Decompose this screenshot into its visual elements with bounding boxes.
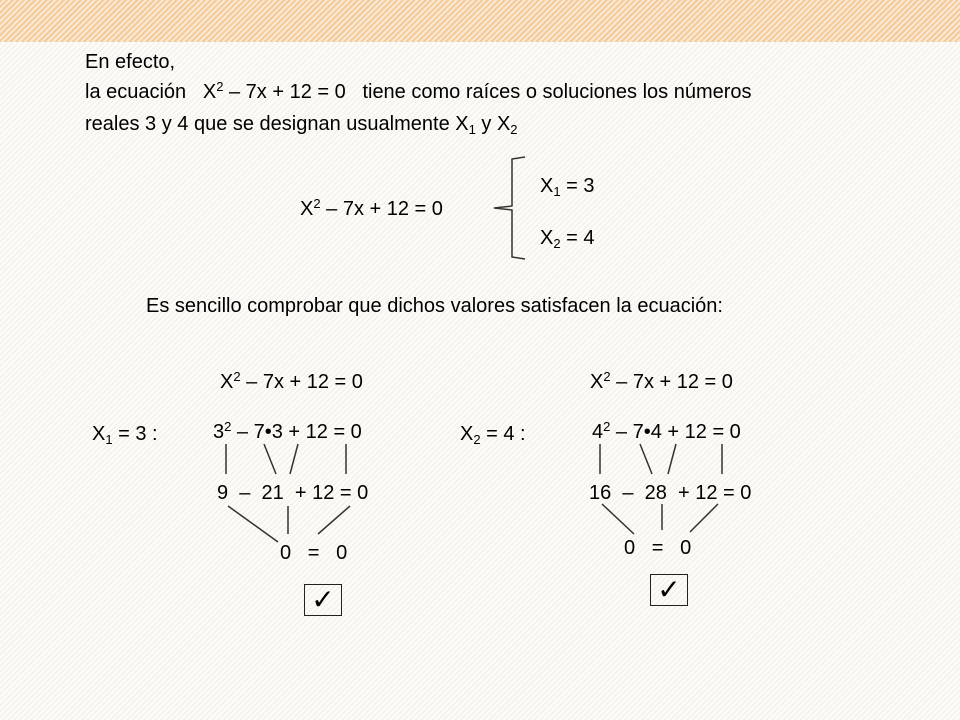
verify-2-step2: 16 – 28 + 12 = 0 (589, 482, 752, 504)
conjunction: y (481, 113, 492, 135)
connector-line (290, 444, 298, 474)
connector-line (690, 504, 718, 532)
connector-line (640, 444, 652, 474)
intro-text: En efecto, (85, 51, 176, 73)
connector-line (264, 444, 276, 474)
intro-text: reales 3 y 4 que se designan usualmente (85, 113, 450, 135)
connector-line (602, 504, 634, 534)
root-x1: $X_1 = 3$ (540, 175, 595, 199)
brace (494, 157, 525, 259)
verify-2-result: 0 = 0 (624, 537, 692, 559)
intro-text: tiene como raíces o soluciones los números (362, 81, 752, 103)
connector-line (318, 506, 350, 534)
verify-1-step2: 9 – 21 + 12 = 0 (217, 482, 369, 504)
check-mark-icon: ✓ (304, 584, 342, 616)
check-mark-icon: ✓ (650, 574, 688, 606)
inline-equation: $X^2 - 7x + 12 = 0$ (202, 79, 346, 103)
verify-2-substitution: $4^2$ – 7•4 + 12 = 0 (592, 419, 741, 443)
root-symbol-2: $X_2$ (496, 113, 518, 137)
connector-line (668, 444, 676, 474)
check-sentence: Es sencillo comprobar que dichos valores satisfacen la ecuación: (146, 295, 723, 317)
connector-line (228, 506, 278, 542)
verify-2-label: $X_2 = 4$ : (460, 423, 526, 447)
root-symbol-1: $X_1$ (455, 113, 476, 137)
verify-1-label: $X_1 = 3$ : (92, 423, 158, 447)
root-x2: $X_2 = 4$ (540, 227, 595, 251)
verify-1-substitution: $3^2$ – 7•3 + 12 = 0 (213, 419, 362, 443)
main-equation: $X^2 - 7x + 12 = 0$ (300, 196, 443, 220)
verify-1-equation: $X^2 - 7x + 12 = 0$ (220, 369, 363, 393)
verify-1-result: 0 = 0 (280, 542, 348, 564)
intro-text: la ecuación (85, 81, 187, 103)
verify-2-equation: $X^2 - 7x + 12 = 0$ (590, 369, 733, 393)
